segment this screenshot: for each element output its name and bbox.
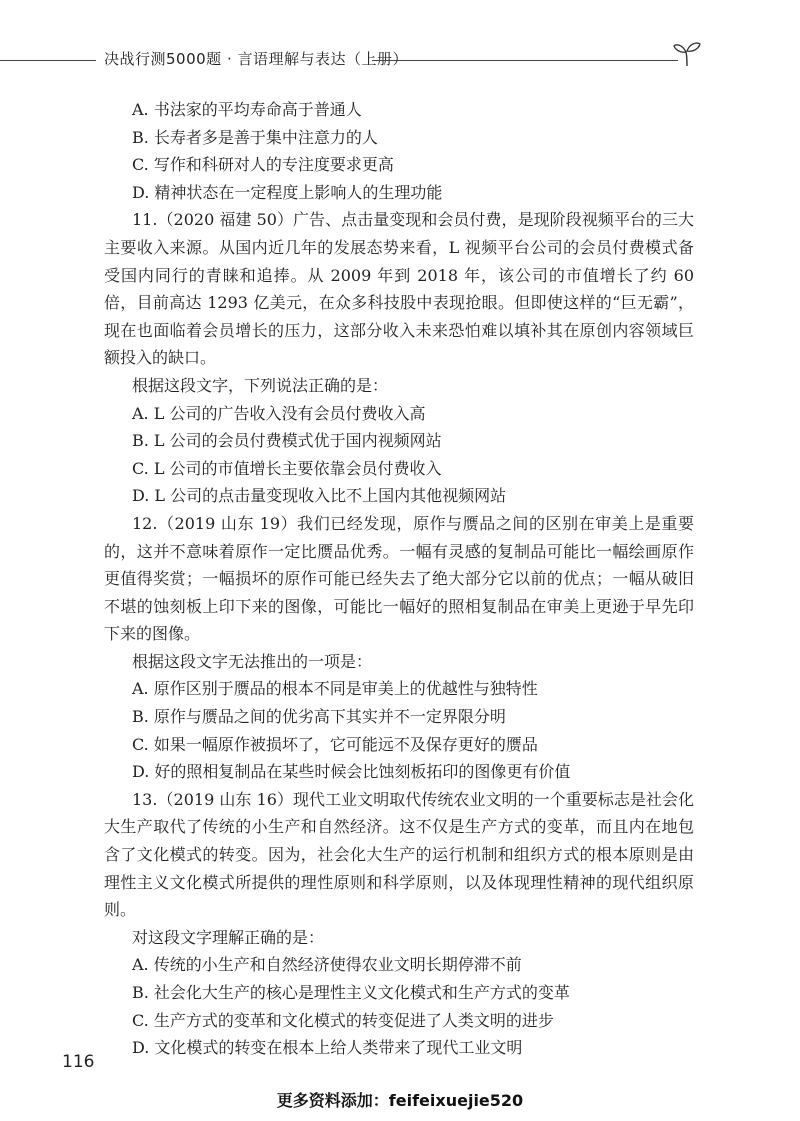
question-12 [104,510,694,786]
header-rule-left [0,60,96,61]
option-d: D. 好的照相复制品在某些时候会比蚀刻板拓印的图像更有价值 [132,762,571,782]
page-number: 116 [62,1052,95,1072]
question-13-passage: 13.（2019 山东 16）现代工业文明取代传统农业文明的一个重要标志是社会化大生产取代了传统的小生产和自然经济。这不仅是生产方式的变革，而且内在地包含了文化模式的转变。因为，社会化大生产的运行机制和组织方式的根本原则是由理性主义文化模式所提供的理性原则和科学原则，以及体现理性精神的现代组织原则。 [104,789,694,920]
question-12-stem: 根据这段文字无法推出的一项是： [132,651,373,671]
header-rule-right [372,60,678,61]
option-c: C. 写作和科研对人的专注度要求更高 [132,155,394,175]
option-a: A. 书法家的平均寿命高于普通人 [132,100,362,119]
question-11 [104,206,694,510]
option-c: C. 生产方式的变革和文化模式的转变促进了人类文明的进步 [132,1010,554,1030]
question-12-passage: 12.（2019 山东 19）我们已经发现，原作与赝品之间的区别在审美上是重要的，这并不意味着原作一定比赝品优秀。一幅有灵感的复制品可能比一幅绘画原作更值得奖赏；一幅损坏的原作可能已经失去了绝大部分它以前的优点；一幅从破旧不堪的蚀刻板上印下来的图像，可能比一幅好的照相复制品在审美上更逊于早先印下来的图像。 [104,513,694,644]
option-a: A. 原作区别于赝品的根本不同是审美上的优越性与独特性 [132,679,538,699]
option-c: C. 如果一幅原作被损坏了，它可能远不及保存更好的赝品 [132,734,538,754]
option-b: B. 社会化大生产的核心是理性主义文化模式和生产方式的变革 [132,983,570,1002]
question-13 [104,786,694,1062]
option-d: D. L 公司的点击量变现收入比不上国内其他视频网站 [132,486,507,506]
option-d: D. 精神状态在一定程度上影响人的生理功能 [132,182,443,202]
question-11-passage: 11.（2020 福建 50）广告、点击量变现和会员付费，是现阶段视频平台的三大主要收入来源。从国内近几年的发展态势来看，L 视频平台公司的会员付费模式备受国内同行的青睐和追捧。从 2009 年到 2018 年，该公司的市值增长了约 60 倍，目前高达 1293 亿美元，在众多科技股中表现抢眼。但即使这样的“巨无霸”，现在也面临着会员增长的压力，这部分收入未来恐怕难以填补其在原创内容领域巨额投入的缺口。 [104,210,694,368]
question-11-stem: 根据这段文字，下列说法正确的是： [132,375,389,395]
question-13-stem: 对这段文字理解正确的是： [132,927,325,947]
option-b: B. 长寿者多是善于集中注意力的人 [132,127,378,147]
option-d: D. 文化模式的转变在根本上给人类带来了现代工业文明 [132,1038,523,1058]
book-title: 决战行测5000题 · 言语理解与表达（上册） [104,50,408,68]
page-content [104,96,694,1062]
option-c: C. L 公司的市值增长主要依靠会员付费收入 [132,458,442,478]
option-b: B. L 公司的会员付费模式优于国内视频网站 [132,431,442,451]
question-10-options [104,96,694,206]
option-a: A. 传统的小生产和自然经济使得农业文明长期停滞不前 [132,955,522,975]
running-header [0,40,800,76]
footer-note: 更多资料添加：feifeixuejie520 [276,1091,524,1110]
sprout-icon [672,40,702,66]
option-a: A. L 公司的广告收入没有会员付费收入高 [132,403,426,423]
option-b: B. 原作与赝品之间的优劣高下其实并不一定界限分明 [132,707,506,727]
